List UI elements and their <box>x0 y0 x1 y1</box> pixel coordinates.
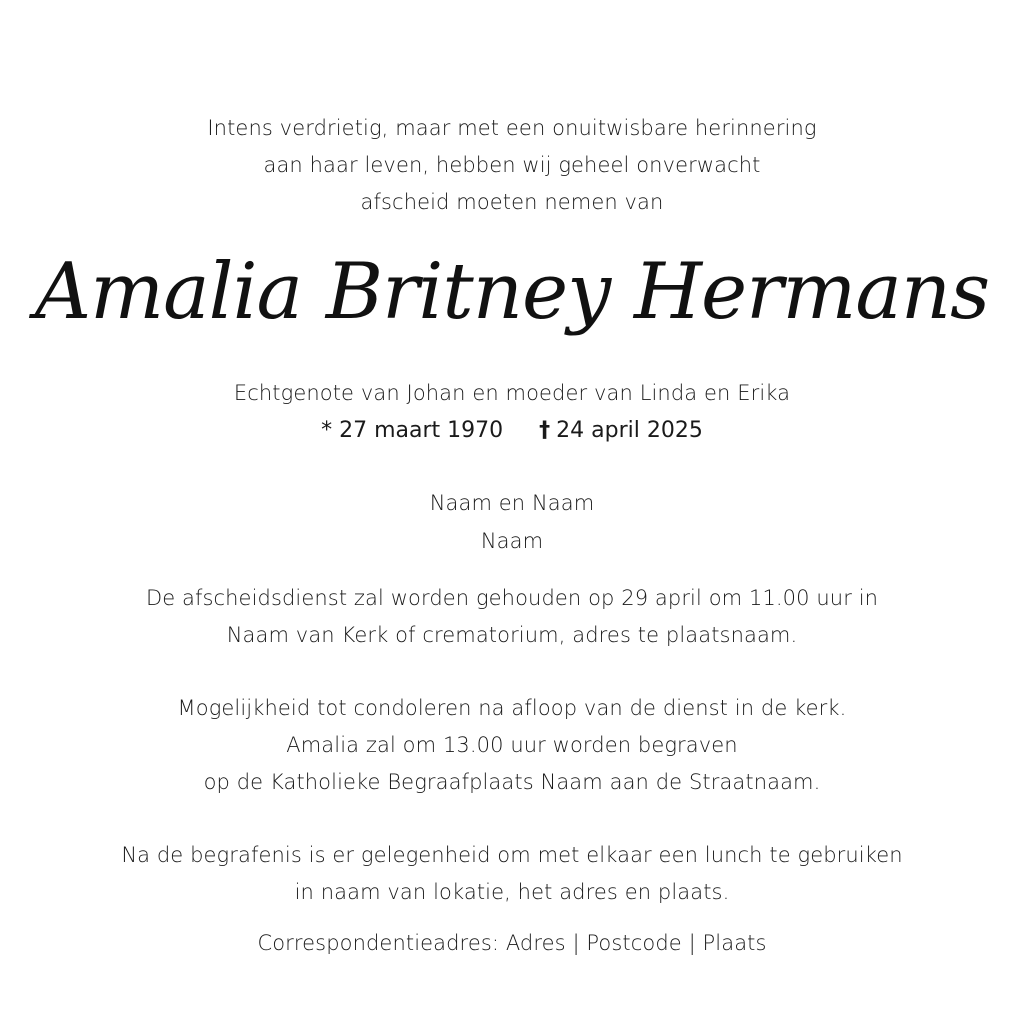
life-dates <box>0 420 1024 442</box>
relation-text: Echtgenote van Johan en moeder van Linda en Erika <box>233 381 791 405</box>
family-line-2: Naam <box>480 529 544 553</box>
correspondence-address: Correspondentieadres: Adres | Postcode | Plaats <box>257 931 767 955</box>
lunch-line-2: in naam van lokatie, het adres en plaats. <box>294 880 730 904</box>
cross-icon: † <box>539 418 551 443</box>
family-line-1: Naam en Naam <box>429 491 595 515</box>
deceased-name: Amalia Britney Hermans <box>34 247 990 337</box>
service-line-1: De afscheidsdienst zal worden gehouden op 29 april om 11.00 uur in <box>145 586 879 610</box>
intro-line-1: Intens verdrietig, maar met een onuitwisbare herinnering <box>207 116 817 140</box>
birth-date: * 27 maart 1970 <box>321 418 504 443</box>
death-date: 24 april 2025 <box>556 418 703 443</box>
service-line-2: Naam van Kerk of crematorium, adres te plaatsnaam. <box>226 623 798 647</box>
lunch-line-1: Na de begrafenis is er gelegenheid om met elkaar een lunch te gebruiken <box>121 843 903 867</box>
intro-line-3: afscheid moeten nemen van <box>360 190 664 214</box>
condolence-line-2: Amalia zal om 13.00 uur worden begraven <box>286 733 738 757</box>
condolence-line-1: Mogelijkheid tot condoleren na afloop van de dienst in de kerk. <box>177 696 847 720</box>
intro-line-2: aan haar leven, hebben wij geheel onverwacht <box>263 153 761 177</box>
condolence-line-3: op de Katholieke Begraafplaats Naam aan de Straatnaam. <box>203 770 821 794</box>
